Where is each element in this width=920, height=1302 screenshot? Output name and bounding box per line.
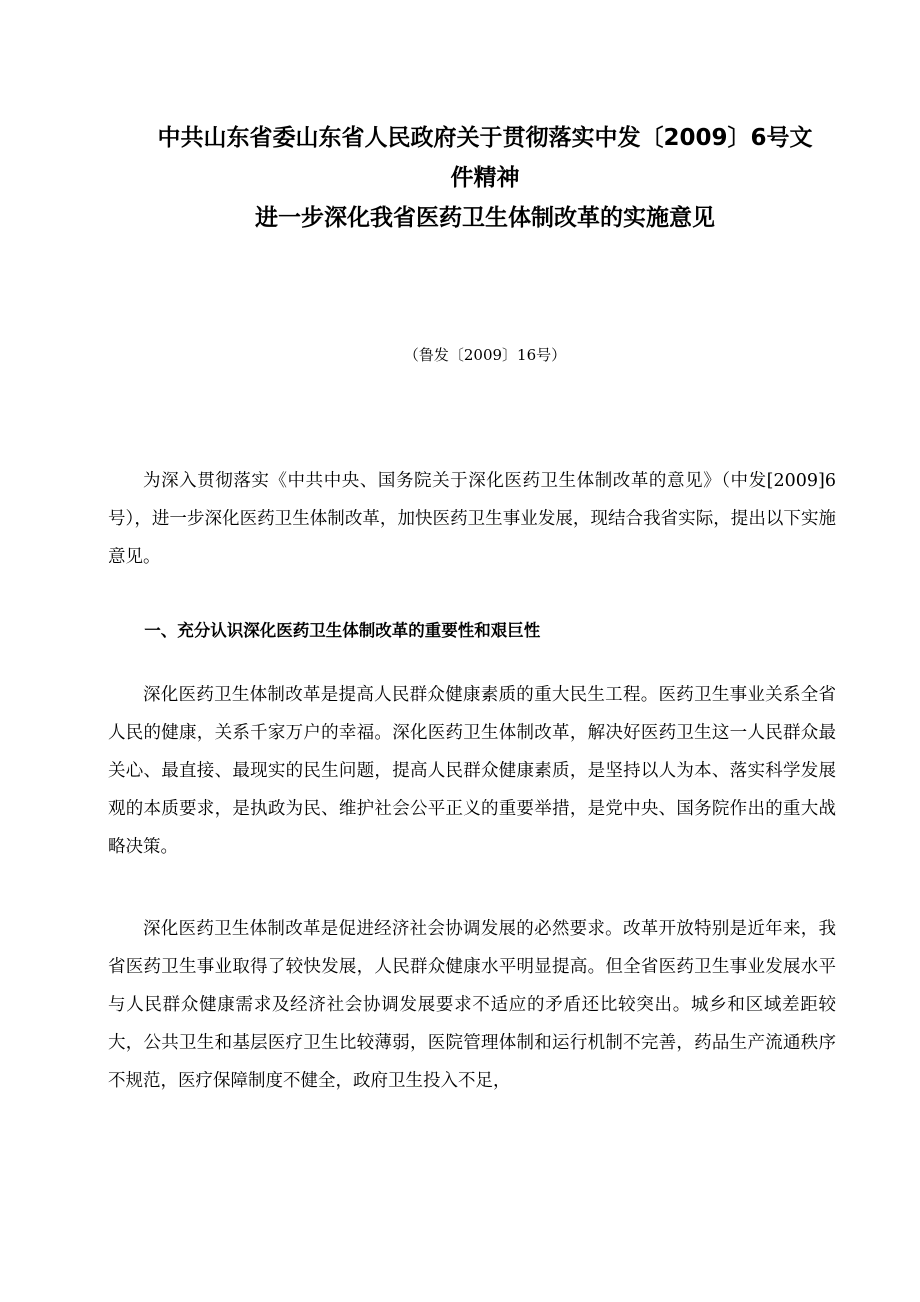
section-1-paragraph-2: 深化医药卫生体制改革是促进经济社会协调发展的必然要求。改革开放特别是近年来，我省医药卫生事业取得了较快发展，人民群众健康水平明显提高。但全省医药卫生事业发展水平与人民群众健康需求及经济社会协调发展要求不适应的矛盾还比较突出。城乡和区域差距较大，公共卫生和基层医疗卫生比较薄弱，医院管理体制和运行机制不完善，药品生产流通秩序不规范，医疗保障制度不健全，政府卫生投入不足， xyxy=(108,919,836,1091)
document-title xyxy=(130,118,840,238)
title-line-1: 中共山东省委山东省人民政府关于贯彻落实中发〔2009〕6号文 xyxy=(157,125,813,151)
section-1-heading: 一、充分认识深化医药卫生体制改革的重要性和艰巨性 xyxy=(144,621,541,640)
intro-paragraph: 为深入贯彻落实《中共中央、国务院关于深化医药卫生体制改革的意见》（中发[2009]6号），进一步深化医药卫生体制改革，加快医药卫生事业发展，现结合我省实际，提出以下实施意见。 xyxy=(108,471,836,567)
document-number: （鲁发〔2009〕16号） xyxy=(403,346,567,364)
title-line-2: 件精神 xyxy=(450,165,520,191)
title-line-3: 进一步深化我省医药卫生体制改革的实施意见 xyxy=(255,205,715,231)
section-1-paragraph-1: 深化医药卫生体制改革是提高人民群众健康素质的重大民生工程。医药卫生事业关系全省人民的健康，关系千家万户的幸福。深化医药卫生体制改革，解决好医药卫生这一人民群众最关心、最直接、最现实的民生问题，提高人民群众健康素质，是坚持以人为本、落实科学发展观的本质要求，是执政为民、维护社会公平正义的重要举措，是党中央、国务院作出的重大战略决策。 xyxy=(108,685,836,857)
